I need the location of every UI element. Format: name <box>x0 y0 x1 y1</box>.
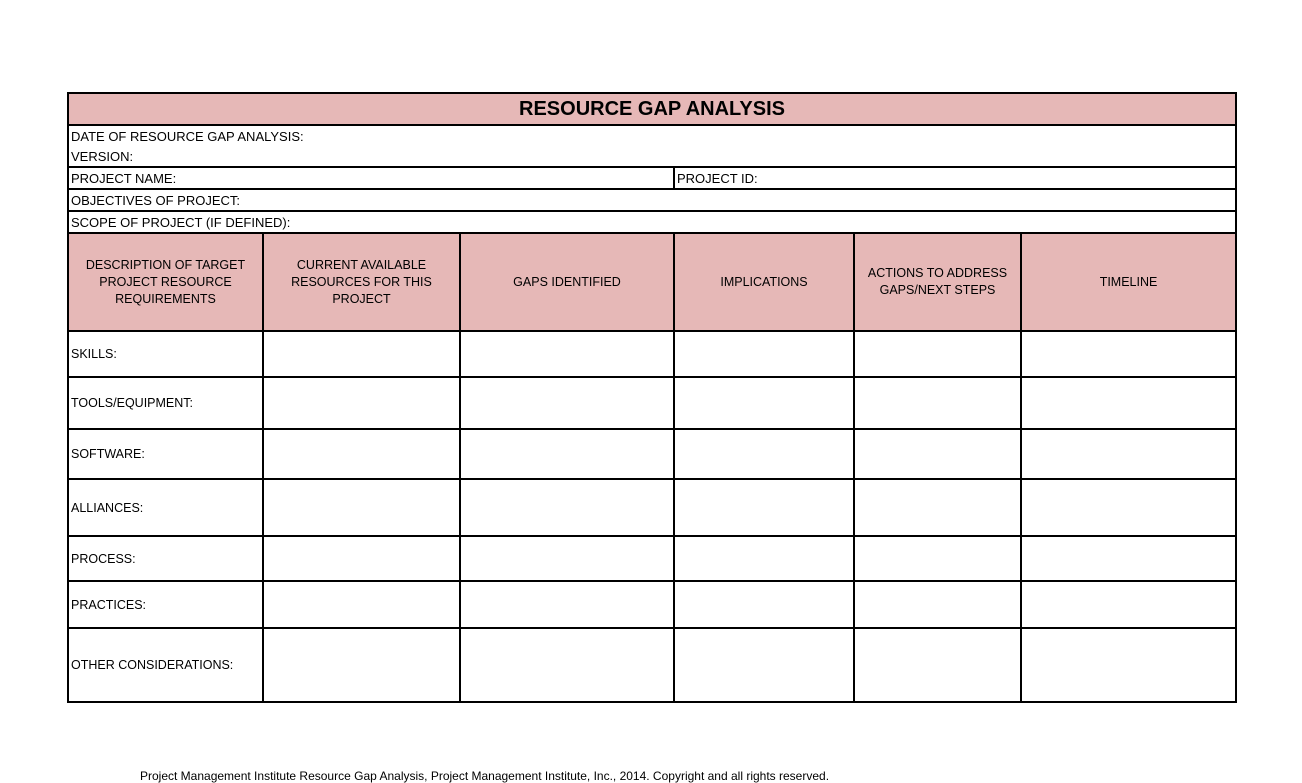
row-label-skills: SKILLS: <box>68 331 263 377</box>
row-label-practices: PRACTICES: <box>68 581 263 628</box>
table-cell[interactable] <box>263 429 460 479</box>
table-cell[interactable] <box>854 479 1021 536</box>
table-cell[interactable] <box>674 429 854 479</box>
table-cell[interactable] <box>460 331 674 377</box>
row-label-alliances: ALLIANCES: <box>68 479 263 536</box>
table-row <box>68 581 1236 628</box>
table-row <box>68 628 1236 702</box>
project-name-field[interactable]: PROJECT NAME: <box>68 167 674 189</box>
table-row <box>68 429 1236 479</box>
column-header-actions: ACTIONS TO ADDRESS GAPS/NEXT STEPS <box>854 233 1021 331</box>
table-cell[interactable] <box>1021 331 1236 377</box>
table-cell[interactable] <box>460 536 674 581</box>
version-field[interactable]: VERSION: <box>68 146 1236 167</box>
table-cell[interactable] <box>1021 536 1236 581</box>
row-label-other: OTHER CONSIDERATIONS: <box>68 628 263 702</box>
table-cell[interactable] <box>674 479 854 536</box>
sheet-title: RESOURCE GAP ANALYSIS <box>68 93 1236 125</box>
row-label-process: PROCESS: <box>68 536 263 581</box>
table-cell[interactable] <box>460 429 674 479</box>
copyright-footer: Project Management Institute Resource Gap Analysis, Project Management Institute, Inc., 2014. Copyright and all rights reserved. <box>140 769 830 783</box>
scope-field[interactable]: SCOPE OF PROJECT (IF DEFINED): <box>68 211 1236 233</box>
resource-gap-table <box>67 92 1237 703</box>
table-cell[interactable] <box>854 581 1021 628</box>
table-cell[interactable] <box>674 331 854 377</box>
table-cell[interactable] <box>263 581 460 628</box>
table-cell[interactable] <box>854 377 1021 429</box>
table-cell[interactable] <box>674 377 854 429</box>
table-cell[interactable] <box>263 331 460 377</box>
column-header-current-resources: CURRENT AVAILABLE RESOURCES FOR THIS PROJECT <box>263 233 460 331</box>
table-cell[interactable] <box>263 628 460 702</box>
column-header-implications: IMPLICATIONS <box>674 233 854 331</box>
table-cell[interactable] <box>460 628 674 702</box>
table-cell[interactable] <box>460 377 674 429</box>
table-cell[interactable] <box>674 628 854 702</box>
table-row <box>68 331 1236 377</box>
objectives-field[interactable]: OBJECTIVES OF PROJECT: <box>68 189 1236 211</box>
table-row <box>68 377 1236 429</box>
row-label-software: SOFTWARE: <box>68 429 263 479</box>
table-cell[interactable] <box>1021 628 1236 702</box>
table-cell[interactable] <box>854 331 1021 377</box>
table-cell[interactable] <box>1021 581 1236 628</box>
table-cell[interactable] <box>460 581 674 628</box>
column-header-gaps: GAPS IDENTIFIED <box>460 233 674 331</box>
table-cell[interactable] <box>854 429 1021 479</box>
table-cell[interactable] <box>460 479 674 536</box>
project-id-field[interactable]: PROJECT ID: <box>674 167 1236 189</box>
table-row <box>68 479 1236 536</box>
table-cell[interactable] <box>1021 429 1236 479</box>
table-row <box>68 536 1236 581</box>
table-cell[interactable] <box>674 581 854 628</box>
date-field[interactable]: DATE OF RESOURCE GAP ANALYSIS: <box>68 125 1236 146</box>
column-header-description: DESCRIPTION OF TARGET PROJECT RESOURCE REQUIREMENTS <box>68 233 263 331</box>
row-label-tools: TOOLS/EQUIPMENT: <box>68 377 263 429</box>
table-cell[interactable] <box>854 628 1021 702</box>
column-header-timeline: TIMELINE <box>1021 233 1236 331</box>
table-cell[interactable] <box>263 377 460 429</box>
table-cell[interactable] <box>674 536 854 581</box>
table-cell[interactable] <box>1021 377 1236 429</box>
table-cell[interactable] <box>854 536 1021 581</box>
table-cell[interactable] <box>263 536 460 581</box>
table-cell[interactable] <box>1021 479 1236 536</box>
table-cell[interactable] <box>263 479 460 536</box>
